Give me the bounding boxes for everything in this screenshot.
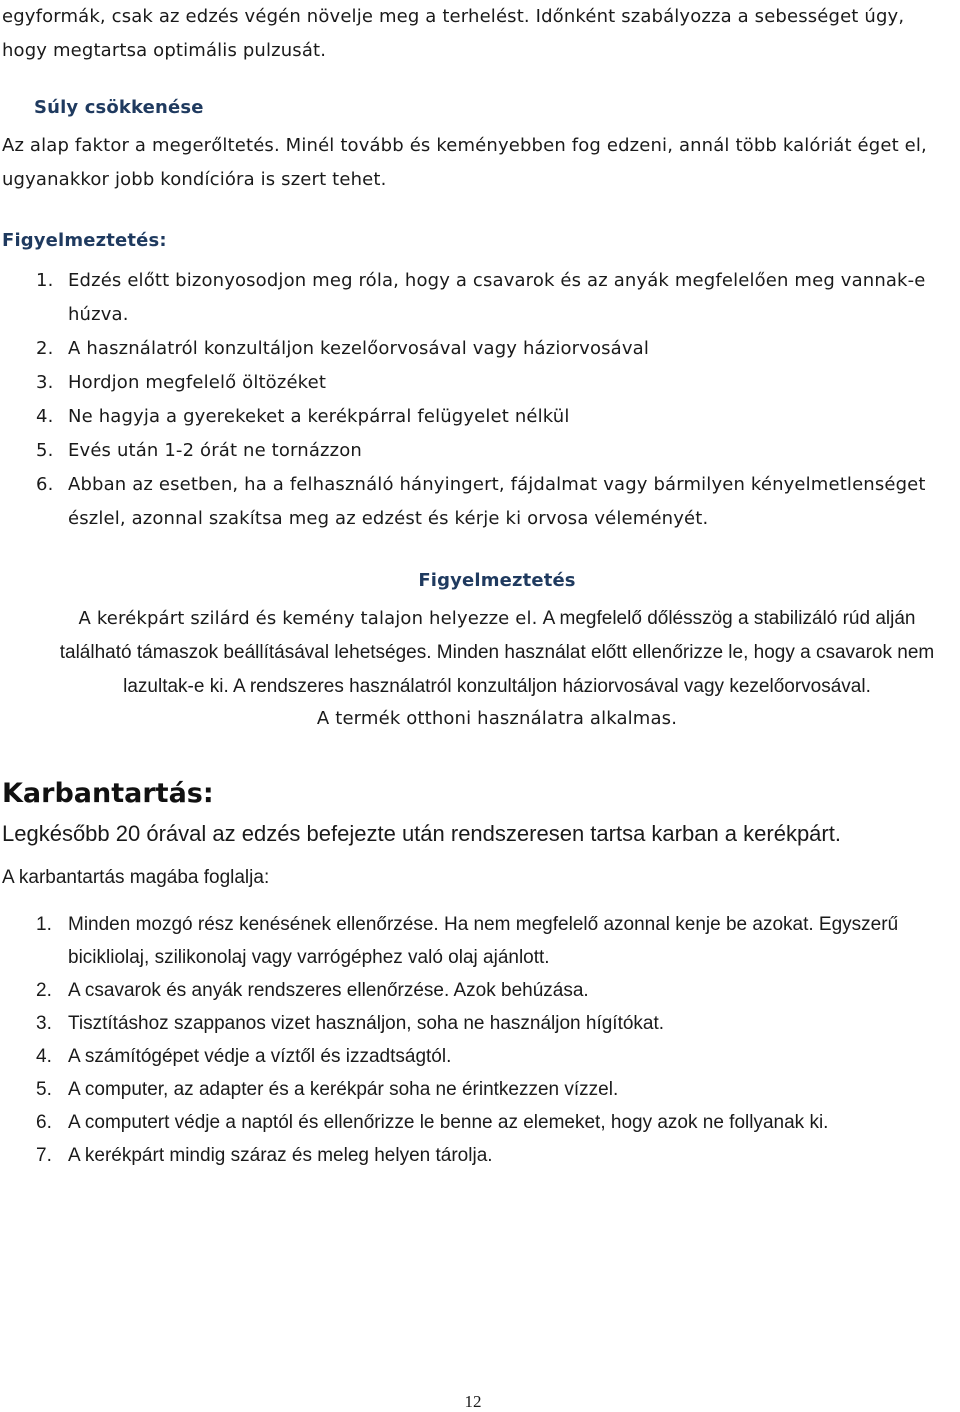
list-item: [0, 974, 960, 1007]
notice-paragraph: [40, 602, 954, 704]
list-item-text: A computert védje a naptól és ellenőrizze le benne az elemeket, hogy azok ne follyanak ki.: [68, 1112, 829, 1133]
maintenance-list: [0, 908, 960, 1172]
list-item-number: 4.: [36, 1046, 52, 1067]
list-item-number: 2.: [36, 980, 52, 1001]
list-item-number: 5.: [36, 1079, 52, 1100]
list-item-number: 3.: [36, 1013, 52, 1034]
list-item-number: 3.: [36, 372, 54, 393]
maintenance-heading: Karbantartás:: [2, 778, 214, 809]
list-item: [0, 434, 960, 468]
notice-home-use: A termék otthoni használatra alkalmas.: [316, 708, 678, 729]
list-item-text: Evés után 1-2 órát ne tornázzon: [68, 440, 362, 461]
list-item-text: Abban az esetben, ha a felhasználó hányingert, fájdalmat vagy bármilyen kényelmetlenséget észlel, azonnal szakítsa meg az edzést és kérje ki orvosa véleményét.: [68, 474, 926, 529]
page-number: 12: [464, 1392, 482, 1411]
list-item-number: 1.: [36, 270, 54, 291]
list-item-number: 6.: [36, 1112, 52, 1133]
weight-loss-paragraph: Az alap faktor a megerőltetés. Minél tovább és keményebben fog edzeni, annál több kalóriát éget el, ugyanakkor jobb kondícióra is szert tehet.: [2, 135, 927, 190]
maintenance-subtitle: A karbantartás magába foglalja:: [2, 867, 270, 888]
list-item-text: Tisztításhoz szappanos vizet használjon, soha ne használjon hígítókat.: [68, 1013, 665, 1034]
warnings-heading: Figyelmeztetés:: [2, 230, 167, 251]
list-item-number: 7.: [36, 1145, 52, 1166]
list-item: [0, 400, 960, 434]
list-item-text: A csavarok és anyák rendszeres ellenőrzése. Azok behúzása.: [68, 980, 589, 1001]
list-item-text: Ne hagyja a gyerekeket a kerékpárral felügyelet nélkül: [68, 406, 570, 427]
weight-loss-heading: Súly csökkenése: [34, 97, 204, 118]
list-item-text: A számítógépet védje a víztől és izzadtságtól.: [68, 1046, 452, 1067]
notice-heading: Figyelmeztetés: [418, 570, 576, 591]
maintenance-lead: Legkésőbb 20 órával az edzés befejezte után rendszeresen tartsa karban a kerékpárt.: [2, 821, 841, 846]
list-item: [0, 908, 960, 974]
list-item-text: Edzés előtt bizonyosodjon meg róla, hogy a csavarok és az anyák megfelelően meg vannak-e húzva.: [68, 270, 926, 325]
list-item: [0, 264, 960, 332]
list-item-text: Hordjon megfelelő öltözéket: [68, 372, 327, 393]
list-item-number: 1.: [36, 914, 52, 935]
notice-continuation: A megfelelő dőlésszög a stabilizáló rúd alján található támaszok beállításával lehetséges. Minden használat előtt ellenőrizze le, hogy a csavarok nem lazultak-e ki. A rendszeres használatról konzultáljon háziorvosával vagy kezelőorvosával.: [59, 608, 935, 697]
list-item-number: 4.: [36, 406, 54, 427]
list-item: [0, 1139, 960, 1172]
list-item-text: A használatról konzultáljon kezelőorvosával vagy háziorvosával: [68, 338, 649, 359]
list-item-text: A computer, az adapter és a kerékpár soha ne érintkezzen vízzel.: [68, 1079, 619, 1100]
list-item-number: 5.: [36, 440, 54, 461]
intro-paragraph: egyformák, csak az edzés végén növelje meg a terhelést. Időnként szabályozza a sebességet úgy, hogy megtartsa optimális pulzusát.: [2, 6, 905, 61]
list-item: [0, 468, 960, 536]
notice-first-sentence: A kerékpárt szilárd és kemény talajon helyezze el.: [78, 608, 538, 629]
list-item-number: 6.: [36, 474, 54, 495]
list-item: [0, 332, 960, 366]
list-item: [0, 1040, 960, 1073]
list-item: [0, 1073, 960, 1106]
list-item-text: Minden mozgó rész kenésének ellenőrzése. Ha nem megfelelő azonnal kenje be azokat. Egyszerű bicikliolaj, szilikonolaj vagy varrógéphez való olaj ajánlott.: [68, 914, 899, 968]
list-item: [0, 366, 960, 400]
warnings-list: [0, 264, 960, 536]
list-item: [0, 1007, 960, 1040]
list-item-number: 2.: [36, 338, 54, 359]
list-item-text: A kerékpárt mindig száraz és meleg helyen tárolja.: [68, 1145, 493, 1166]
list-item: [0, 1106, 960, 1139]
